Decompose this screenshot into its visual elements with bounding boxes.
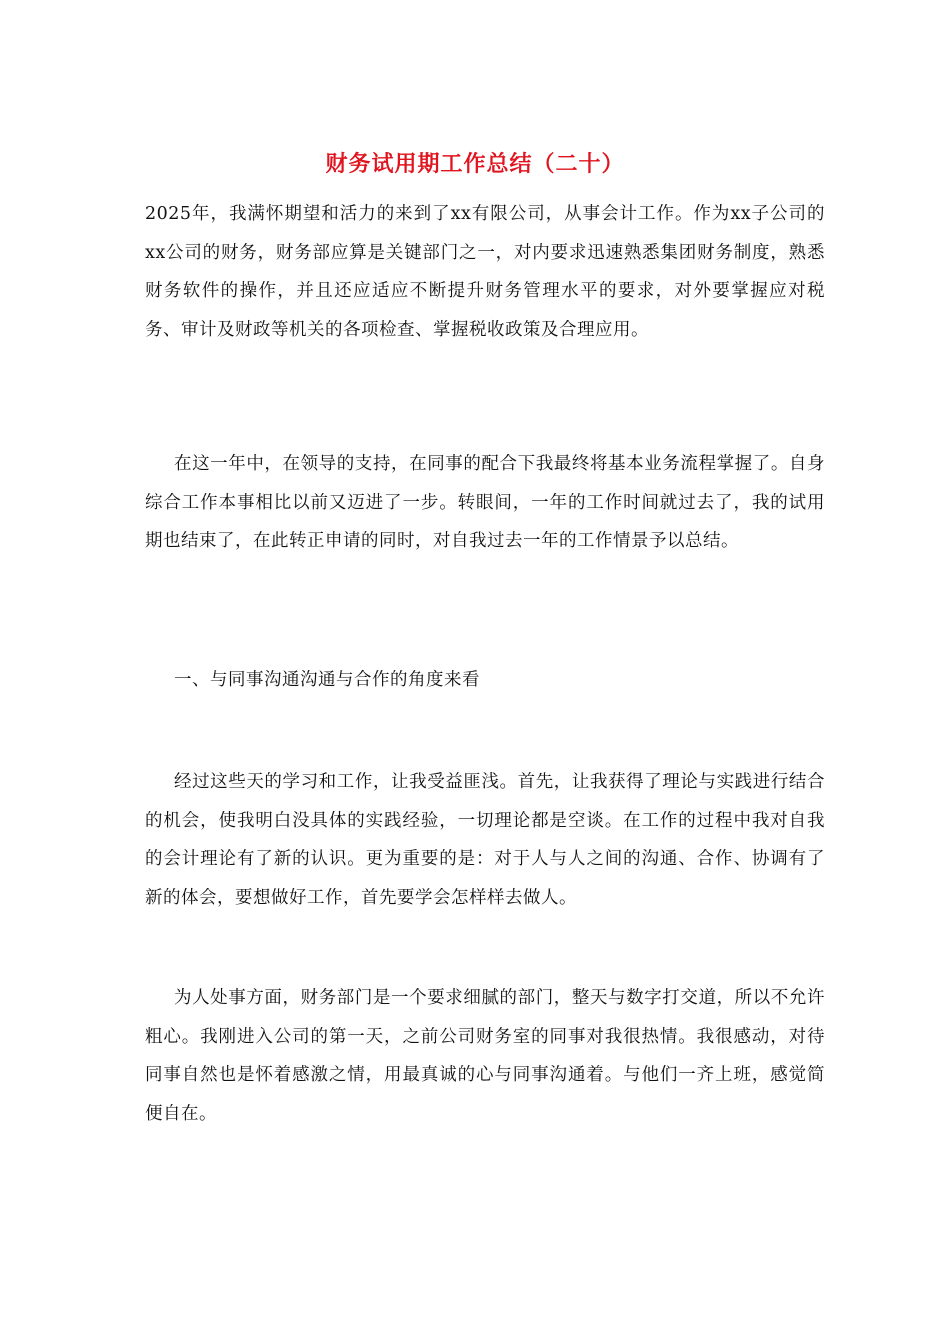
paragraph-learning: 经过这些天的学习和工作，让我受益匪浅。首先，让我获得了理论与实践进行结合的机会，使我明白没具体的实践经验，一切理论都是空谈。在工作的过程中我对自我的会计理论有了新的认识。更为重要的是：对于人与人之间的沟通、合作、协调有了新的体会，要想做好工作，首先要学会怎样样去做人。: [145, 772, 825, 908]
paragraph-intro: 2025年，我满怀期望和活力的来到了xx有限公司，从事会计工作。作为xx子公司的xx公司的财务，财务部应算是关键部门之一，对内要求迅速熟悉集团财务制度，熟悉财务软件的操作，并且还应适应不断提升财务管理水平的要求，对外要掌握应对税务、审计及财政等机关的各项检查、掌握税收政策及合理应用。: [145, 204, 825, 340]
paragraph-year-summary: 在这一年中，在领导的支持，在同事的配合下我最终将基本业务流程掌握了。自身综合工作本事相比以前又迈进了一步。转眼间，一年的工作时间就过去了，我的试用期也结束了，在此转正申请的同时，对自我过去一年的工作情景予以总结。: [145, 454, 825, 551]
paragraph-conduct: 为人处事方面，财务部门是一个要求细腻的部门，整天与数字打交道，所以不允许粗心。我刚进入公司的第一天，之前公司财务室的同事对我很热情。我很感动，对待同事自然也是怀着感激之情，用最真诚的心与同事沟通着。与他们一齐上班，感觉简便自在。: [145, 988, 825, 1124]
section-heading-communication: 一、与同事沟通沟通与合作的角度来看: [174, 670, 480, 690]
page-title: 财务试用期工作总结（二十）: [325, 151, 625, 177]
